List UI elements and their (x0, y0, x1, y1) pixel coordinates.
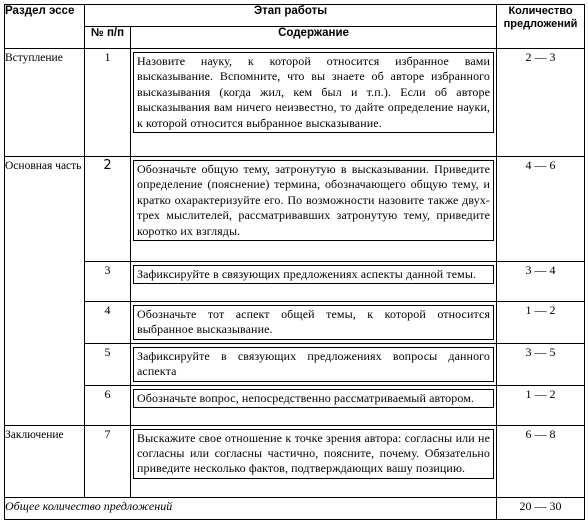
total-count: 20 — 30 (497, 497, 585, 519)
row-number: 4 (85, 302, 131, 344)
total-label: Общее количество предложений (5, 497, 497, 519)
row-count: 4 — 6 (497, 157, 585, 262)
row-content: Обозначьте тот аспект общей темы, к которой относится выбранное высказывание. (133, 305, 494, 340)
header-content: Содержание (131, 27, 497, 49)
header-row-top (5, 5, 585, 27)
row-number: 6 (85, 385, 131, 425)
row-content: Обозначьте вопрос, непосредственно рассматриваемый автором. (133, 389, 494, 408)
row-number: 7 (85, 425, 131, 497)
essay-plan-table (4, 4, 585, 520)
table-row (5, 49, 585, 157)
table-row (5, 385, 585, 425)
row-content: Зафиксируйте в связующих предложениях вопросы данного аспекта (133, 347, 494, 382)
table-row (5, 343, 585, 385)
header-section: Раздел эссе (5, 5, 85, 49)
row-content: Назовите науку, к которой относится избранное вами высказывание. Вспомните, что вы знаете об авторе избранного высказывания (когда жил, кем был и т.п.). Если об авторе высказывания вам ничего неизвестно, то дайте определение науки, к которой относится выбранное высказывание. (133, 52, 494, 133)
header-count: Количество предложений (497, 5, 585, 49)
section-cell: Заключение (5, 425, 85, 497)
table-row (5, 157, 585, 262)
table-row (5, 262, 585, 302)
row-number: 5 (85, 343, 131, 385)
row-count: 1 — 2 (497, 385, 585, 425)
row-count: 3 — 4 (497, 262, 585, 302)
header-number: № п/п (85, 27, 131, 49)
header-stage: Этап работы (85, 5, 497, 27)
section-cell: Основная часть (5, 157, 85, 426)
row-number (85, 157, 131, 262)
row-count: 1 — 2 (497, 302, 585, 344)
row-count: 6 — 8 (497, 425, 585, 497)
row-number: 1 (85, 49, 131, 157)
row-content: Выскажите свое отношение к точке зрения автора: согласны или не согласны или согласны частично, поясните, почему. Обязательно приведите несколько фактов, подтверждающих вашу позицию. (133, 429, 494, 479)
table-row (5, 302, 585, 344)
row-number: 3 (85, 262, 131, 302)
section-cell: Вступление (5, 49, 85, 157)
row-count: 2 — 3 (497, 49, 585, 157)
table-row (5, 425, 585, 497)
total-row (5, 497, 585, 519)
row-count: 3 — 5 (497, 343, 585, 385)
row-content: Обозначьте общую тему, затронутую в высказывании. Приведите определение (пояснение) термина, обозначающего общую тему, и кратко охарактеризуйте его. По возможности назовите также двух-трех мыслителей, рассматривавших затронутую тему, приведите коротко их взгляды. (133, 160, 494, 241)
row-number-value: 2 (103, 158, 112, 173)
row-content: Зафиксируйте в связующих предложениях аспекты данной темы. (133, 265, 494, 284)
